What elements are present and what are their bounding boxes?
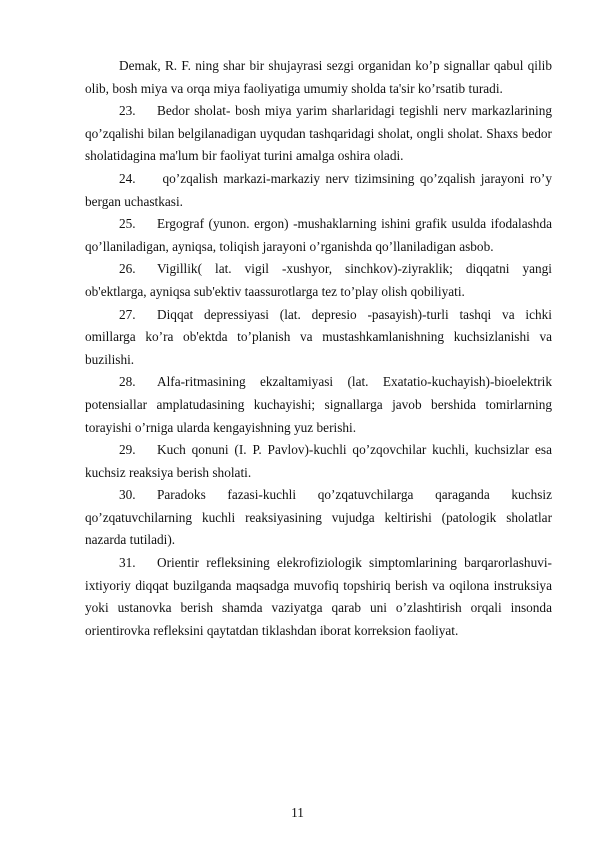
list-item-26 [85, 258, 552, 303]
item-number: 25. [119, 216, 136, 232]
item-number: 27. [119, 306, 136, 322]
list-item-25 [85, 213, 552, 258]
list-item-23 [85, 100, 552, 168]
item-text: Vigillik( lat. vigil -xushyor, sinchkov)-ziyraklik; diqqatni yangi ob'ektlarga, ayniqsa sub'ektiv taassurotlarga tez to’play olish qobiliyati. [85, 261, 552, 299]
item-number: 23. [119, 103, 136, 119]
list-item-28 [85, 371, 552, 439]
list-item-24 [85, 168, 552, 213]
page-number: 11 [291, 805, 304, 820]
item-number: 30. [119, 487, 136, 503]
page-body [85, 55, 552, 642]
item-number: 26. [119, 261, 136, 277]
intro-paragraph: Demak, R. F. ning shar bir shujayrasi sezgi organidan ko’p signallar qabul qilib olib, bosh miya va orqa miya faoliyatiga umumiy sholda ta'sir ko’rsatib turadi. [85, 58, 552, 96]
item-number: 29. [119, 442, 136, 458]
item-text: Diqqat depressiyasi (lat. depresio -pasayish)-turli tashqi va ichki omillarga ko’ra ob'ektda to’planish va mustashkamlanishning kuchsizlanishi va buzilishi. [85, 306, 552, 367]
item-text: Kuch qonuni (I. P. Pavlov)-kuchli qo’zqovchilar kuchli, kuchsizlar esa kuchsiz reaksiya berish sholati. [85, 442, 552, 480]
list-item-31 [85, 552, 552, 642]
item-text: Bedor sholat- bosh miya yarim sharlaridagi tegishli nerv markazlarining qo’zqalishi bilan belgilanadigan uyqudan tashqaridagi sholat, ongli sholat. Shaxs bedor sholatidagina ma'lum bir faoliyat turini amalga oshira oladi. [85, 103, 552, 164]
item-text: Paradoks fazasi-kuchli qo’zqatuvchilarga qaraganda kuchsiz qo’zqatuvchilarning kuchli reaksiyasining vujudga keltirishi (patologik sholatlar nazarda tutiladi). [85, 487, 552, 548]
list-item-30 [85, 484, 552, 552]
item-number: 24. [119, 170, 136, 186]
item-text: Ergograf (yunon. ergon) -mushaklarning ishini grafik usulda ifodalashda qo’llaniladigan, ayniqsa, toliqish jarayoni o’rganishda qo’llaniladigan asbob. [85, 216, 552, 254]
item-text: Alfa-ritmasining ekzaltamiyasi (lat. Exatatio-kuchayish)-bioelektrik potensiallar amplatudasining kuchayishi; signallarga javob bershida tomirlarning torayishi o’rniga ularda kengayishning yuz berishi. [85, 374, 552, 435]
item-text: qo’zqalish markazi-markaziy nerv tizimsining qo’zqalish jarayoni ro’y bergan uchastkasi. [85, 170, 552, 209]
item-number: 31. [119, 555, 136, 571]
list-item-27 [85, 304, 552, 372]
item-text: Orientir refleksining elekrofiziologik simptomlarining barqarorlashuvi-ixtiyoriy diqqat buzilganda maqsadga muvofiq topshiriq berish va oqilona instruksiya yoki ustanovka berish shamda vaziyatga qarab uni o’zlashtirish orqali insonda orientirovka refleksini qaytatdan tiklashdan iborat korreksion faoliyat. [85, 555, 552, 638]
item-number: 28. [119, 374, 136, 390]
list-item-29 [85, 439, 552, 484]
